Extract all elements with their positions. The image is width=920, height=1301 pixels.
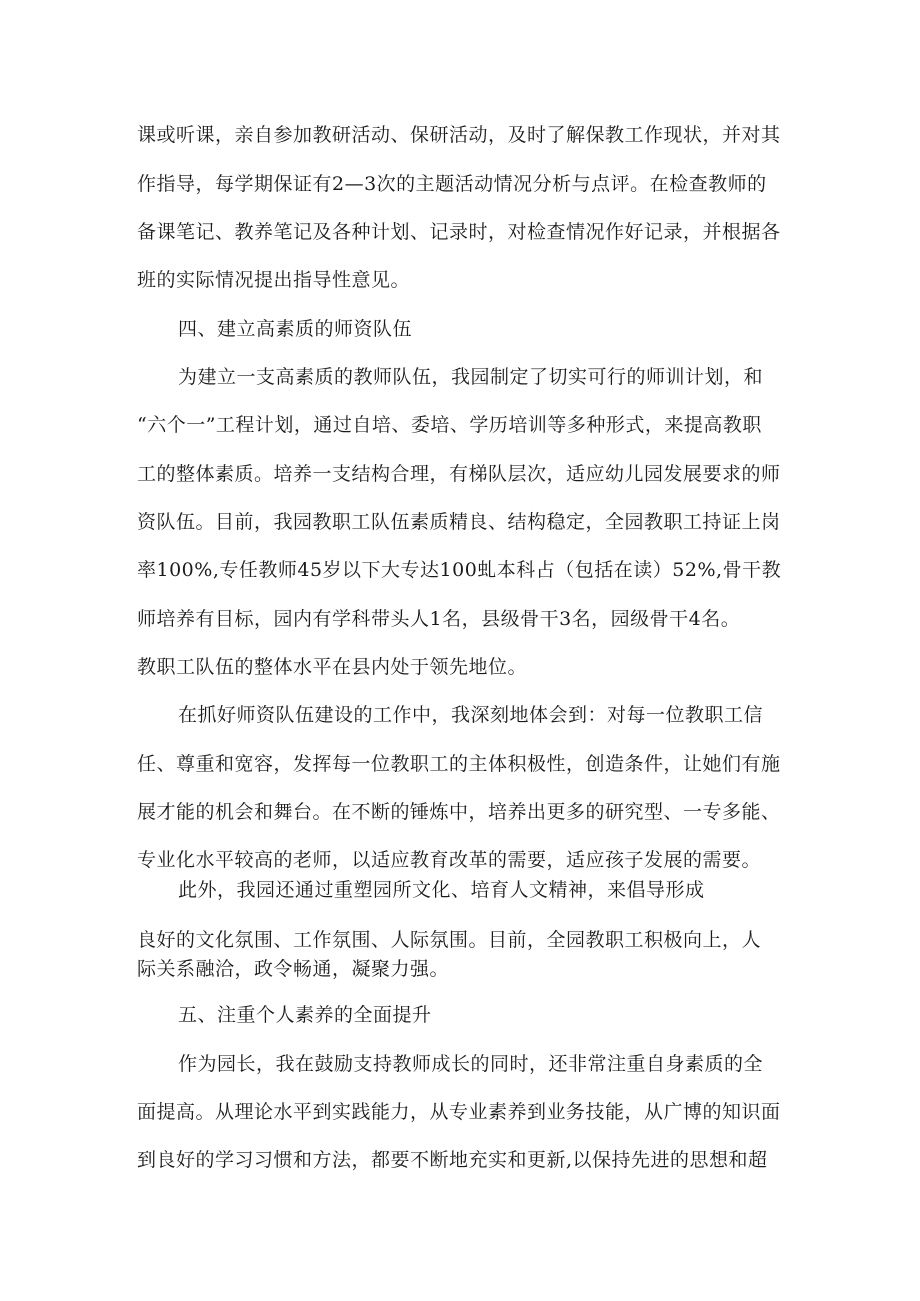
text-line: 工的整体素质。培养一支结构合理，有梯队层次，适应幼儿园发展要求的师 xyxy=(137,463,781,485)
text-line: 任、尊重和宽容，发挥每一位教职工的主体积极性，创造条件，让她们有施 xyxy=(137,753,781,775)
text-line: 备课笔记、教养笔记及各种计划、记录时，对检查情况作好记录，并根据各 xyxy=(137,221,781,243)
text-line: 作指导，每学期保证有2—3次的主题活动情况分析与点评。在检查教师的 xyxy=(137,173,767,195)
text-line: 班的实际情况提出指导性意见。 xyxy=(137,269,411,291)
text-line: 展才能的机会和舞台。在不断的锤炼中，培养出更多的研究型、一专多能、 xyxy=(137,801,781,823)
text-line: 率100%,专任教师45岁以下大专达100虬本科占（包括在读）52%,骨干教 xyxy=(137,559,782,581)
text-line: 良好的文化氛围、工作氛围、人际氛围。目前，全园教职工积极向上，人 xyxy=(137,929,762,951)
section-heading: 五、注重个人素养的全面提升 xyxy=(178,1004,432,1026)
text-line: “六个一”工程计划，通过自培、委培、学历培训等多种形式，来提高教职 xyxy=(137,414,762,436)
text-line: 教职工队伍的整体水平在县内处于领先地位。 xyxy=(137,656,528,678)
text-line: 到良好的学习习惯和方法，都要不断地充实和更新,以保持先进的思想和超 xyxy=(137,1149,768,1171)
text-line: 面提高。从理论水平到实践能力，从专业素养到业务技能，从广博的知识面 xyxy=(137,1101,781,1123)
text-line: 作为园长，我在鼓励支持教师成长的同时，还非常注重自身素质的全 xyxy=(178,1053,764,1075)
text-line: 在抓好师资队伍建设的工作中，我深刻地体会到：对每一位教职工信 xyxy=(178,704,764,726)
text-line: 为建立一支高素质的教师队伍，我园制定了切实可行的师训计划，和 xyxy=(178,366,764,388)
text-line: 际关系融洽，政令畅通，凝聚力强。 xyxy=(137,958,450,980)
text-line: 此外，我园还通过重塑园所文化、培育人文精神，来倡导形成 xyxy=(178,879,705,901)
text-line: 师培养有目标，园内有学科带头人1名，县级骨干3名，园级骨干4名。 xyxy=(137,608,741,630)
text-line: 资队伍。目前，我园教职工队伍素质精良、结构稳定，全园教职工持证上岗 xyxy=(137,511,781,533)
section-heading: 四、建立高素质的师资队伍 xyxy=(178,318,413,340)
text-line: 专业化水平较高的老师，以适应教育改革的需要，适应孩子发展的需要。 xyxy=(137,849,762,871)
text-line: 课或听课，亲自参加教研活动、保研活动，及时了解保教工作现状，并对其 xyxy=(137,124,781,146)
